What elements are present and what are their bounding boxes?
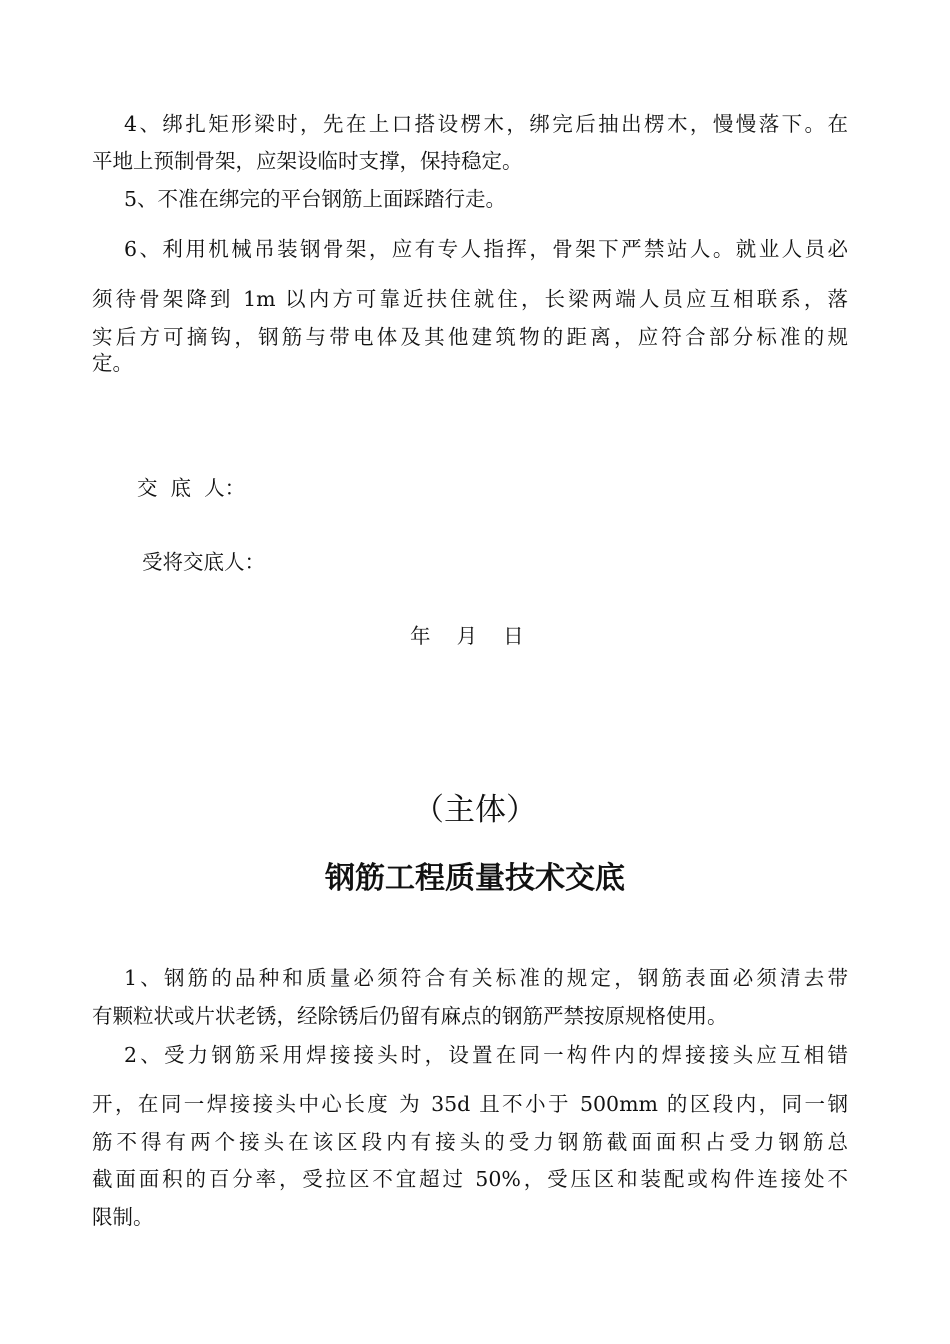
section-subtitle: （主体） bbox=[413, 792, 537, 828]
paragraph-item-4-line-1: 4、绑扎矩形梁时，先在上口搭设楞木，绑完后抽出楞木，慢慢落下。在 bbox=[124, 112, 848, 136]
paragraph-item-5: 5、不准在绑完的平台钢筋上面踩踏行走。 bbox=[124, 187, 507, 211]
section-title: 钢筋工程质量技术交底 bbox=[325, 861, 625, 896]
paragraph-quality-2-line-3: 筋不得有两个接头在该区段内有接头的受力钢筋截面面积占受力钢筋总 bbox=[92, 1130, 848, 1154]
paragraph-quality-2-line-5: 限制。 bbox=[92, 1205, 154, 1229]
date-label: 年 月 日 bbox=[410, 624, 524, 648]
paragraph-quality-1-line-1: 1、钢筋的品种和质量必须符合有关标准的规定，钢筋表面必须清去带 bbox=[124, 966, 848, 990]
paragraph-quality-2-line-1: 2、受力钢筋采用焊接接头时，设置在同一构件内的焊接接头应互相错 bbox=[124, 1043, 848, 1067]
paragraph-item-6-line-1: 6、利用机械吊装钢骨架，应有专人指挥，骨架下严禁站人。就业人员必 bbox=[124, 237, 848, 261]
paragraph-item-6-line-4: 定。 bbox=[92, 351, 133, 375]
paragraph-item-6-line-3: 实后方可摘钩，钢筋与带电体及其他建筑物的距离，应符合部分标准的规 bbox=[92, 325, 848, 349]
paragraph-item-6-line-2: 须待骨架降到 1m 以内方可靠近扶住就住，长梁两端人员应互相联系，落 bbox=[92, 287, 848, 311]
paragraph-quality-2-line-4: 截面面积的百分率，受拉区不宜超过 50%，受压区和装配或构件连接处不 bbox=[92, 1167, 848, 1191]
paragraph-quality-1-line-2: 有颗粒状或片状老锈，经除锈后仍留有麻点的钢筋严禁按原规格使用。 bbox=[92, 1004, 728, 1028]
paragraph-quality-2-line-2: 开，在同一焊接接头中心长度 为 35d 且不小于 500mm 的区段内，同一钢 bbox=[92, 1092, 848, 1116]
paragraph-item-4-line-2: 平地上预制骨架，应架设临时支撑，保持稳定。 bbox=[92, 149, 523, 173]
discloser-label: 交 底 人： bbox=[137, 476, 246, 500]
receiver-label: 受将交底人： bbox=[142, 550, 265, 574]
